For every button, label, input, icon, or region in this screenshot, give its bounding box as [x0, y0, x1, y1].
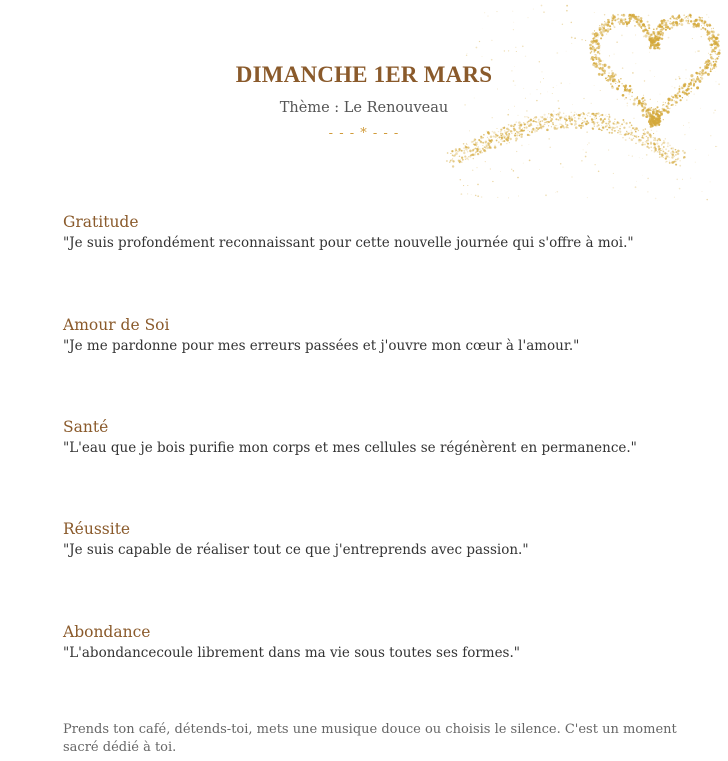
- page-header: [0, 58, 728, 142]
- section-affirmation: "Je suis profondément reconnaissant pour cette nouvelle journée qui s'offre à moi.": [63, 235, 634, 251]
- section-title: Réussite: [63, 520, 131, 538]
- page-subtitle: Thème : Le Renouveau: [279, 100, 449, 116]
- section-title: Abondance: [63, 623, 151, 641]
- footer-note: Prends ton café, détends-toi, mets une musique douce ou choisis le silence. C'est un moment sacré dédié à toi.: [63, 722, 677, 755]
- section-gratitude: [63, 211, 703, 253]
- section-title: Santé: [63, 418, 109, 436]
- section-affirmation: "Je suis capable de réaliser tout ce que j'entreprends avec passion.": [63, 542, 529, 558]
- section-affirmation: "L'eau que je bois purifie mon corps et mes cellules se régénèrent en permanence.": [63, 440, 637, 456]
- section-title: Amour de Soi: [63, 316, 170, 334]
- section-sante: [63, 416, 703, 458]
- section-affirmation: "Je me pardonne pour mes erreurs passées et j'ouvre mon cœur à l'amour.": [63, 338, 580, 354]
- decorative-divider: - - - * - - -: [328, 126, 400, 141]
- section-title: Gratitude: [63, 213, 139, 231]
- page-title: DIMANCHE 1ER MARS: [235, 62, 493, 87]
- section-affirmation: "L'abondancecoule librement dans ma vie sous toutes ses formes.": [63, 645, 520, 661]
- section-abondance: [63, 621, 703, 663]
- section-reussite: [63, 518, 703, 560]
- section-amour-de-soi: [63, 314, 703, 356]
